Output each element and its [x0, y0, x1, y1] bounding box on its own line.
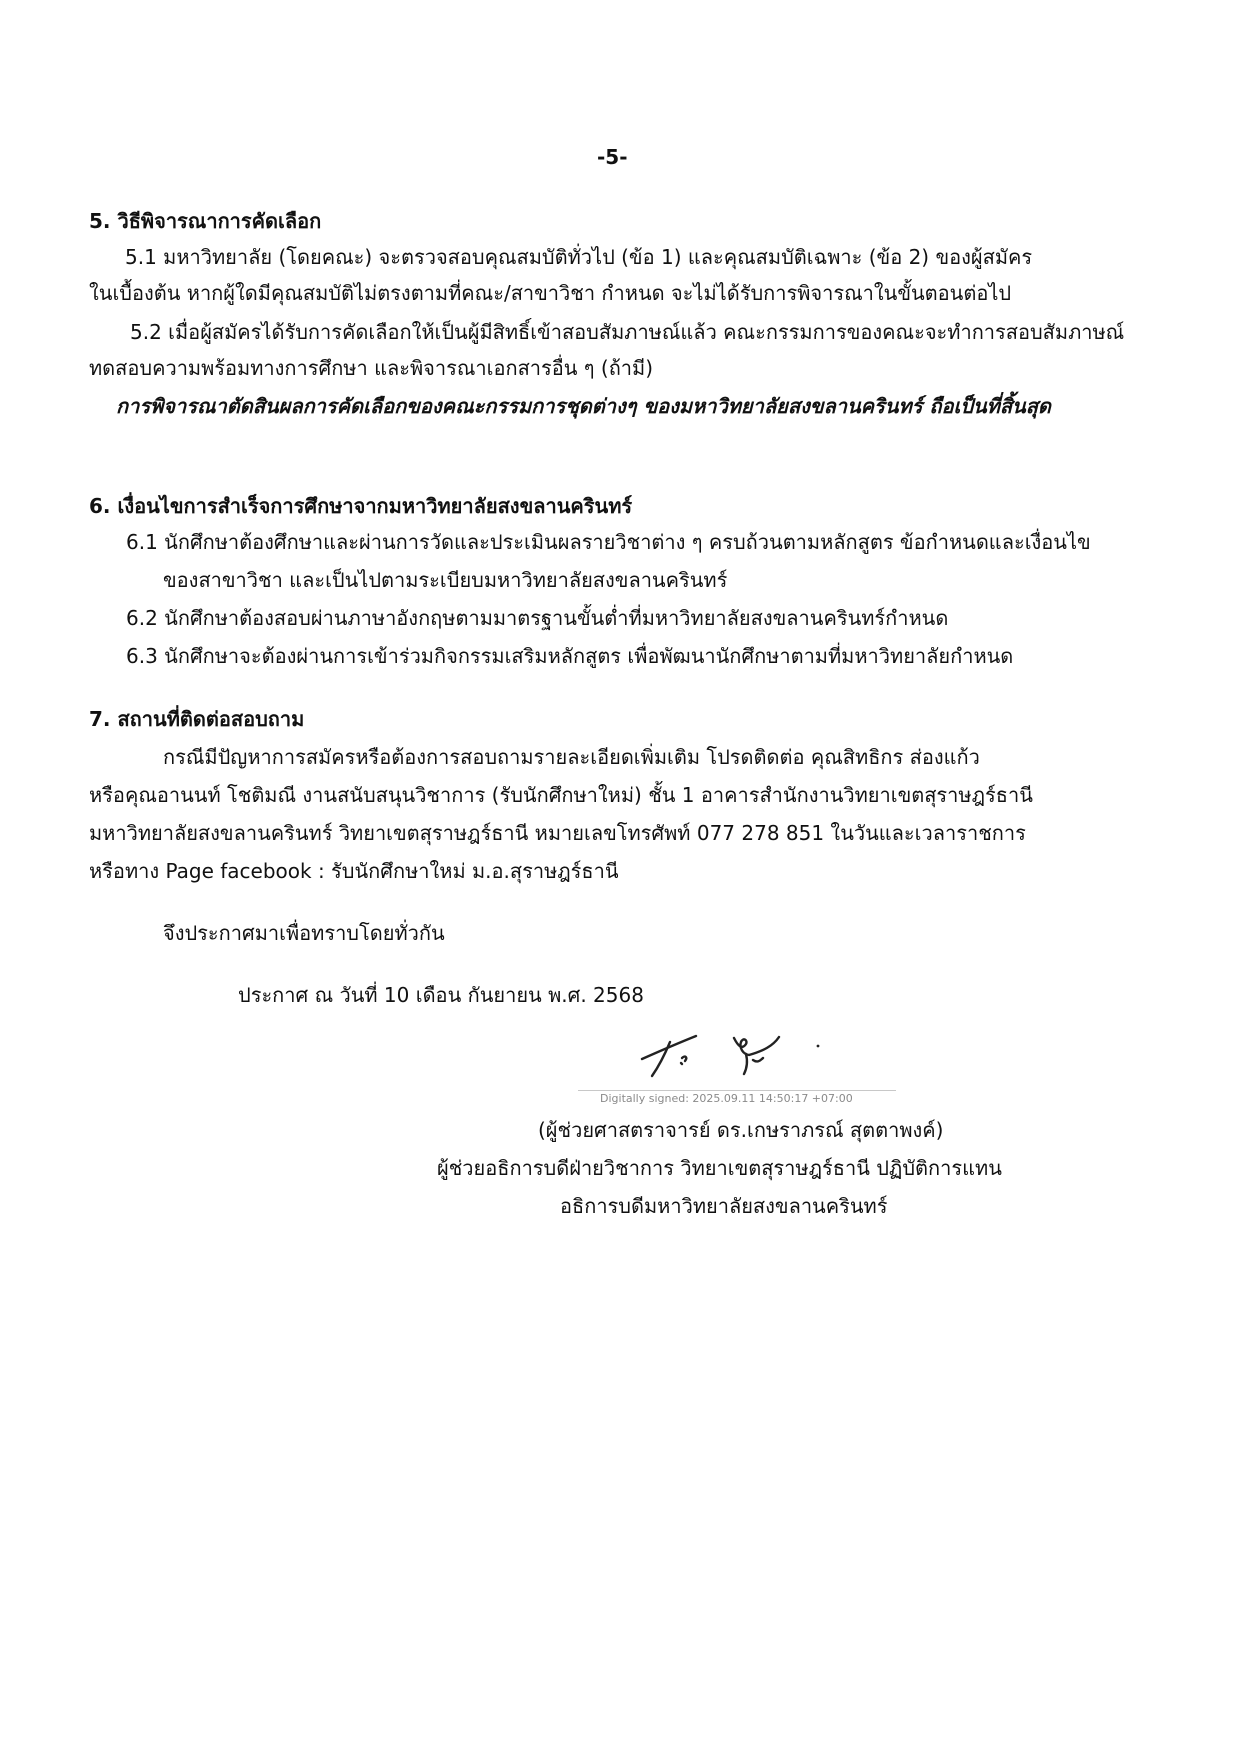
section-5-2-line-2: ทดสอบความพร้อมทางการศึกษา และพิจารณาเอกสารอื่น ๆ (ถ้ามี): [89, 356, 654, 380]
page-number: -5-: [597, 145, 628, 169]
signer-title-line-1: ผู้ช่วยอธิการบดีฝ่ายวิชาการ วิทยาเขตสุราษฎร์ธานี ปฏิบัติการแทน: [437, 1156, 1002, 1180]
signer-name: (ผู้ช่วยศาสตราจารย์ ดร.เกษราภรณ์ สุตตาพงค์): [538, 1118, 944, 1142]
section-7-heading: 7. สถานที่ติดต่อสอบถาม: [89, 707, 305, 731]
section-5-1-line-1: 5.1 มหาวิทยาลัย (โดยคณะ) จะตรวจสอบคุณสมบัติทั่วไป (ข้อ 1) และคุณสมบัติเฉพาะ (ข้อ 2) ของผู้สมัคร: [125, 245, 1033, 269]
section-5-1-line-2: ในเบื้องต้น หากผู้ใดมีคุณสมบัติไม่ตรงตามที่คณะ/สาขาวิชา กำหนด จะไม่ได้รับการพิจารณาในขั้นตอนต่อไป: [89, 281, 1012, 305]
section-5-heading: 5. วิธีพิจารณาการคัดเลือก: [89, 209, 322, 233]
section-6-3: 6.3 นักศึกษาจะต้องผ่านการเข้าร่วมกิจกรรมเสริมหลักสูตร เพื่อพัฒนานักศึกษาตามที่มหาวิทยาลัยกำหนด: [126, 644, 1014, 668]
section-7-line-3: มหาวิทยาลัยสงขลานครินทร์ วิทยาเขตสุราษฎร์ธานี หมายเลขโทรศัพท์ 077 278 851 ในวันและเวลาราชการ: [89, 821, 1026, 845]
section-6-1-line-2: ของสาขาวิชา และเป็นไปตามระเบียบมหาวิทยาลัยสงขลานครินทร์: [163, 568, 728, 592]
section-5-2-line-1: 5.2 เมื่อผู้สมัครได้รับการคัดเลือกให้เป็นผู้มีสิทธิ์เข้าสอบสัมภาษณ์แล้ว คณะกรรมการของคณะจะทำการสอบสัมภาษณ์: [130, 320, 1125, 344]
signature-rule: [578, 1090, 896, 1091]
handwritten-signature: [578, 1018, 896, 1090]
signature-block: [578, 1018, 896, 1110]
section-6-1-line-1: 6.1 นักศึกษาต้องศึกษาและผ่านการวัดและประเมินผลรายวิชาต่าง ๆ ครบถ้วนตามหลักสูตร ข้อกำหนดและเงื่อนไข: [126, 530, 1091, 554]
section-7-line-4: หรือทาง Page facebook : รับนักศึกษาใหม่ ม.อ.สุราษฎร์ธานี: [89, 859, 619, 883]
section-6-heading: 6. เงื่อนไขการสำเร็จการศึกษาจากมหาวิทยาลัยสงขลานครินทร์: [89, 494, 633, 518]
announce-date: ประกาศ ณ วันที่ 10 เดือน กันยายน พ.ศ. 2568: [238, 983, 644, 1007]
section-6-2: 6.2 นักศึกษาต้องสอบผ่านภาษาอังกฤษตามมาตรฐานขั้นต่ำที่มหาวิทยาลัยสงขลานครินทร์กำหนด: [126, 606, 949, 630]
signer-title-line-2: อธิการบดีมหาวิทยาลัยสงขลานครินทร์: [560, 1194, 888, 1218]
closing-line: จึงประกาศมาเพื่อทราบโดยทั่วกัน: [163, 921, 445, 945]
digital-signature-stamp: Digitally signed: 2025.09.11 14:50:17 +07:00: [600, 1092, 853, 1105]
section-7-line-1: กรณีมีปัญหาการสมัครหรือต้องการสอบถามรายละเอียดเพิ่มเติม โปรดติดต่อ คุณสิทธิกร ส่องแก้ว: [163, 745, 980, 769]
section-5-emphasis: การพิจารณาตัดสินผลการคัดเลือกของคณะกรรมการชุดต่างๆ ของมหาวิทยาลัยสงขลานครินทร์ ถือเป็นที่สิ้นสุด: [116, 394, 1051, 418]
section-7-line-2: หรือคุณอานนท์ โชติมณี งานสนับสนุนวิชาการ (รับนักศึกษาใหม่) ชั้น 1 อาคารสำนักงานวิทยาเขตสุราษฎร์ธานี: [89, 783, 1033, 807]
